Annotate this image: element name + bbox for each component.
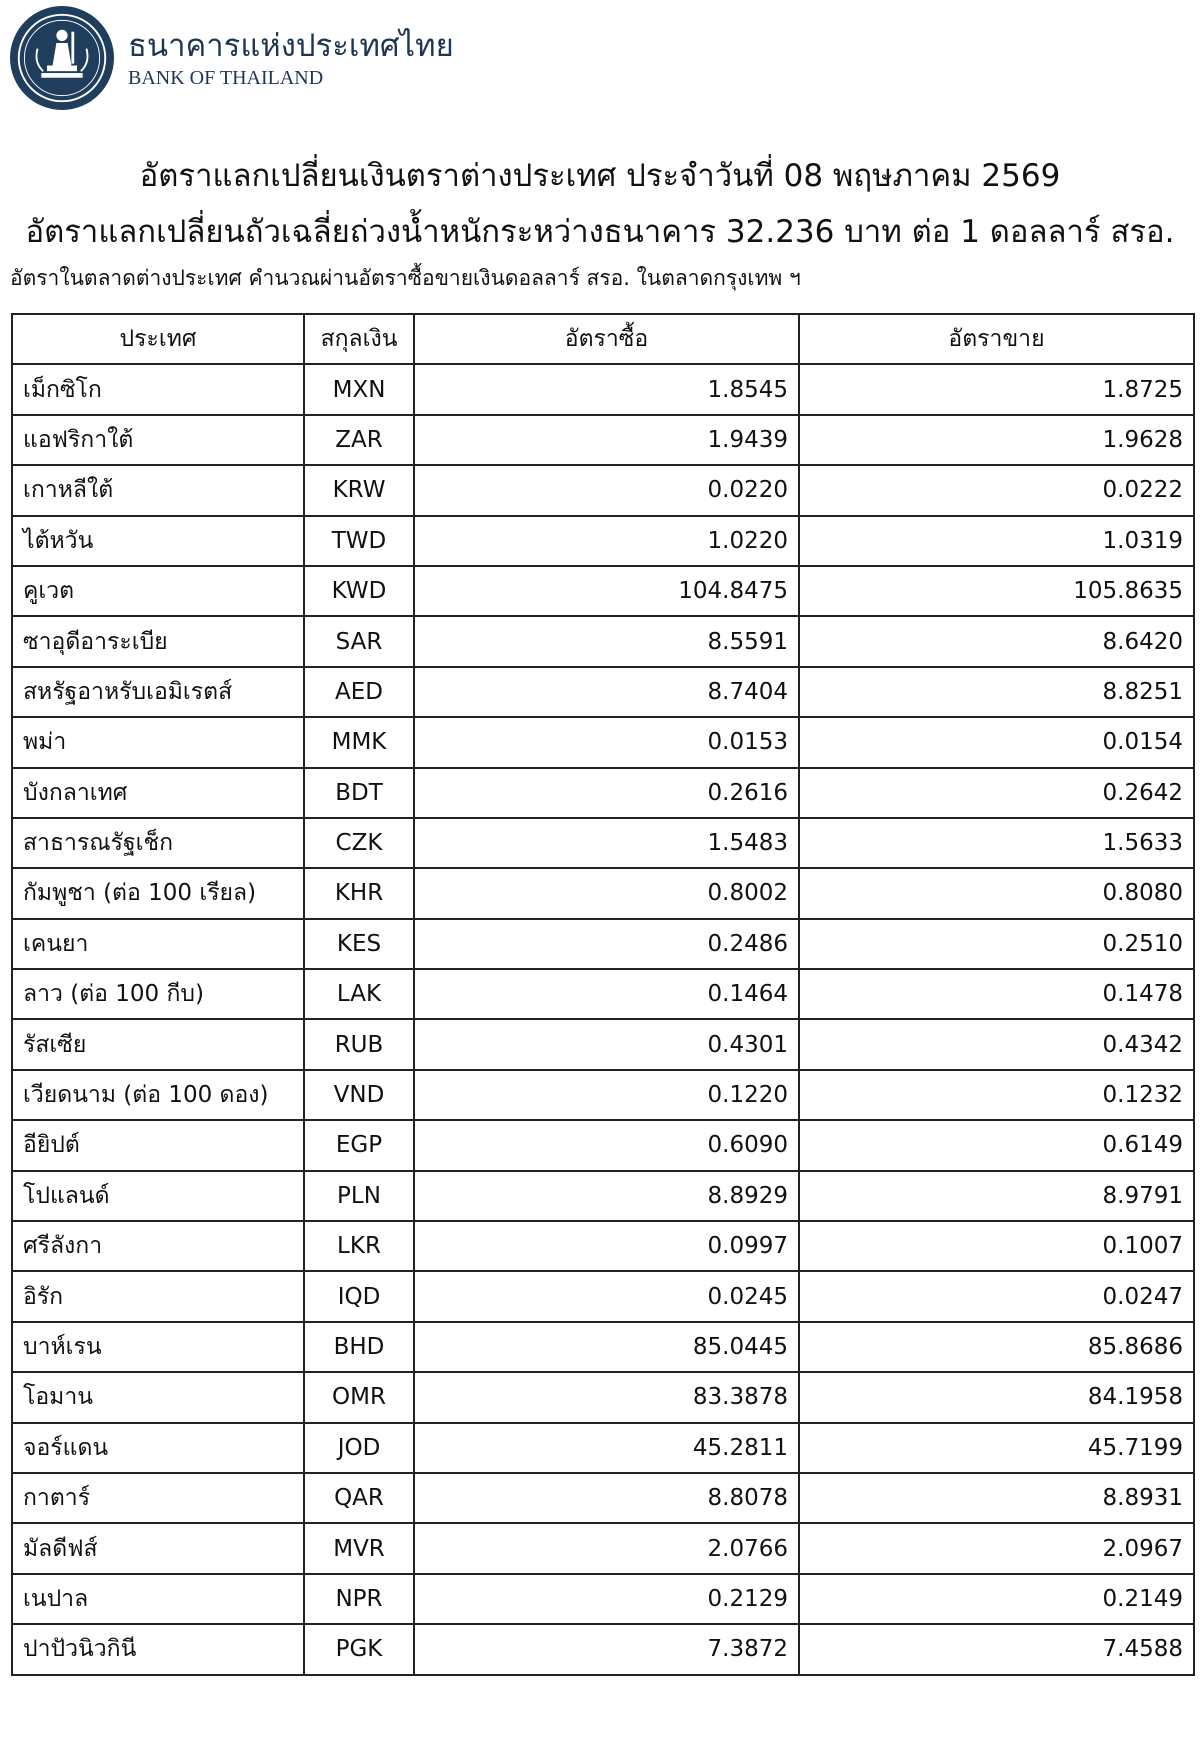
table-row [12,1473,1194,1523]
currency-code-cell: QAR [304,1473,414,1523]
sell-rate-cell: 1.9628 [799,415,1194,465]
sell-rate-cell: 0.0247 [799,1271,1194,1321]
country-cell: ศรีลังกา [12,1221,304,1271]
table-row [12,919,1194,969]
calculation-note: อัตราในตลาดต่างประเทศ คำนวณผ่านอัตราซื้อขายเงินดอลลาร์ สรอ. ในตลาดกรุงเทพ ฯ [10,266,801,290]
table-row [12,868,1194,918]
table-row [12,969,1194,1019]
country-cell: โปแลนด์ [12,1171,304,1221]
currency-code-cell: MXN [304,364,414,414]
country-cell: พม่า [12,717,304,767]
exchange-rate-table [11,313,1195,1676]
currency-code-cell: TWD [304,516,414,566]
table-row [12,566,1194,616]
table-row [12,1372,1194,1422]
buy-rate-cell: 2.0766 [414,1523,799,1573]
country-cell: เม็กซิโก [12,364,304,414]
buy-rate-cell: 1.5483 [414,818,799,868]
currency-code-cell: MMK [304,717,414,767]
table-row [12,516,1194,566]
currency-code-cell: IQD [304,1271,414,1321]
currency-code-cell: JOD [304,1423,414,1473]
sell-rate-cell: 84.1958 [799,1372,1194,1422]
sell-rate-cell: 8.9791 [799,1171,1194,1221]
currency-code-cell: VND [304,1070,414,1120]
country-cell: ปาปัวนิวกินี [12,1624,304,1674]
sell-rate-cell: 0.2510 [799,919,1194,969]
buy-rate-cell: 0.2616 [414,768,799,818]
currency-code-cell: MVR [304,1523,414,1573]
currency-code-cell: NPR [304,1574,414,1624]
sell-rate-cell: 1.8725 [799,364,1194,414]
table-header-row [12,314,1194,364]
buy-rate-cell: 8.5591 [414,616,799,666]
buy-rate-cell: 0.2129 [414,1574,799,1624]
sell-rate-cell: 0.2149 [799,1574,1194,1624]
country-cell: เกาหลีใต้ [12,465,304,515]
buy-rate-cell: 104.8475 [414,566,799,616]
table-row [12,1624,1194,1674]
country-cell: บังกลาเทศ [12,768,304,818]
table-row [12,1070,1194,1120]
buy-rate-cell: 83.3878 [414,1372,799,1422]
table-row [12,364,1194,414]
sell-rate-cell: 1.5633 [799,818,1194,868]
currency-code-cell: PGK [304,1624,414,1674]
page-header [10,4,454,112]
buy-rate-cell: 0.6090 [414,1120,799,1170]
buy-rate-cell: 1.9439 [414,415,799,465]
country-cell: สาธารณรัฐเช็ก [12,818,304,868]
currency-code-cell: KES [304,919,414,969]
bank-brand [128,26,454,90]
country-cell: โอมาน [12,1372,304,1422]
currency-code-cell: AED [304,667,414,717]
sell-rate-cell: 85.8686 [799,1322,1194,1372]
table-row [12,818,1194,868]
country-cell: จอร์แดน [12,1423,304,1473]
sell-rate-cell: 0.4342 [799,1019,1194,1069]
table-row [12,1322,1194,1372]
table-row [12,1574,1194,1624]
country-cell: เคนยา [12,919,304,969]
buy-rate-cell: 0.1220 [414,1070,799,1120]
currency-code-cell: KHR [304,868,414,918]
country-cell: แอฟริกาใต้ [12,415,304,465]
country-cell: อียิปต์ [12,1120,304,1170]
sell-rate-cell: 7.4588 [799,1624,1194,1674]
currency-code-cell: SAR [304,616,414,666]
buy-rate-cell: 8.8929 [414,1171,799,1221]
buy-rate-cell: 1.8545 [414,364,799,414]
currency-code-cell: LKR [304,1221,414,1271]
page-title: อัตราแลกเปลี่ยนเงินตราต่างประเทศ ประจำวันที่ 08 พฤษภาคม 2569 [139,158,1061,194]
table-row [12,1221,1194,1271]
country-cell: ซาอุดีอาระเบีย [12,616,304,666]
currency-code-cell: CZK [304,818,414,868]
country-cell: บาห์เรน [12,1322,304,1372]
table-row [12,667,1194,717]
sell-rate-cell: 45.7199 [799,1423,1194,1473]
currency-code-cell: BHD [304,1322,414,1372]
header-buy-rate: อัตราซื้อ [414,314,799,364]
sell-rate-cell: 8.8251 [799,667,1194,717]
currency-code-cell: KRW [304,465,414,515]
bank-name-thai: ธนาคารแห่งประเทศไทย [128,28,454,64]
buy-rate-cell: 85.0445 [414,1322,799,1372]
currency-code-cell: LAK [304,969,414,1019]
country-cell: กาตาร์ [12,1473,304,1523]
sell-rate-cell: 8.6420 [799,616,1194,666]
sell-rate-cell: 0.1232 [799,1070,1194,1120]
country-cell: เนปาล [12,1574,304,1624]
sell-rate-cell: 0.1478 [799,969,1194,1019]
buy-rate-cell: 7.3872 [414,1624,799,1674]
buy-rate-cell: 0.4301 [414,1019,799,1069]
header-currency: สกุลเงิน [304,314,414,364]
buy-rate-cell: 0.0245 [414,1271,799,1321]
table-row [12,1171,1194,1221]
sell-rate-cell: 1.0319 [799,516,1194,566]
currency-code-cell: KWD [304,566,414,616]
page-subtitle: อัตราแลกเปลี่ยนถัวเฉลี่ยถ่วงน้ำหนักระหว่างธนาคาร 32.236 บาท ต่อ 1 ดอลลาร์ สรอ. [25,214,1175,250]
country-cell: คูเวต [12,566,304,616]
sell-rate-cell: 0.1007 [799,1221,1194,1271]
bank-name-english: BANK OF THAILAND [128,67,324,89]
buy-rate-cell: 1.0220 [414,516,799,566]
buy-rate-cell: 0.1464 [414,969,799,1019]
currency-code-cell: BDT [304,768,414,818]
table-row [12,1120,1194,1170]
buy-rate-cell: 0.2486 [414,919,799,969]
header-country: ประเทศ [12,314,304,364]
country-cell: รัสเซีย [12,1019,304,1069]
header-sell-rate: อัตราขาย [799,314,1194,364]
buy-rate-cell: 0.0997 [414,1221,799,1271]
currency-code-cell: RUB [304,1019,414,1069]
table-row [12,1523,1194,1573]
country-cell: กัมพูชา (ต่อ 100 เรียล) [12,868,304,918]
table-body [12,364,1194,1674]
currency-code-cell: OMR [304,1372,414,1422]
country-cell: อิรัก [12,1271,304,1321]
buy-rate-cell: 8.7404 [414,667,799,717]
country-cell: สหรัฐอาหรับเอมิเรตส์ [12,667,304,717]
sell-rate-cell: 0.2642 [799,768,1194,818]
table-row [12,1019,1194,1069]
table-row [12,1271,1194,1321]
currency-code-cell: EGP [304,1120,414,1170]
table-row [12,717,1194,767]
currency-code-cell: PLN [304,1171,414,1221]
country-cell: ไต้หวัน [12,516,304,566]
currency-code-cell: ZAR [304,415,414,465]
table-row [12,465,1194,515]
sell-rate-cell: 0.0222 [799,465,1194,515]
sell-rate-cell: 0.0154 [799,717,1194,767]
buy-rate-cell: 0.8002 [414,868,799,918]
table-row [12,768,1194,818]
table-row [12,1423,1194,1473]
sell-rate-cell: 0.6149 [799,1120,1194,1170]
table-row [12,616,1194,666]
sell-rate-cell: 2.0967 [799,1523,1194,1573]
buy-rate-cell: 0.0153 [414,717,799,767]
country-cell: เวียดนาม (ต่อ 100 ดอง) [12,1070,304,1120]
bank-of-thailand-emblem-icon [10,6,114,110]
sell-rate-cell: 8.8931 [799,1473,1194,1523]
country-cell: ลาว (ต่อ 100 กีบ) [12,969,304,1019]
sell-rate-cell: 0.8080 [799,868,1194,918]
country-cell: มัลดีฟส์ [12,1523,304,1573]
buy-rate-cell: 0.0220 [414,465,799,515]
buy-rate-cell: 45.2811 [414,1423,799,1473]
buy-rate-cell: 8.8078 [414,1473,799,1523]
table-row [12,415,1194,465]
sell-rate-cell: 105.8635 [799,566,1194,616]
